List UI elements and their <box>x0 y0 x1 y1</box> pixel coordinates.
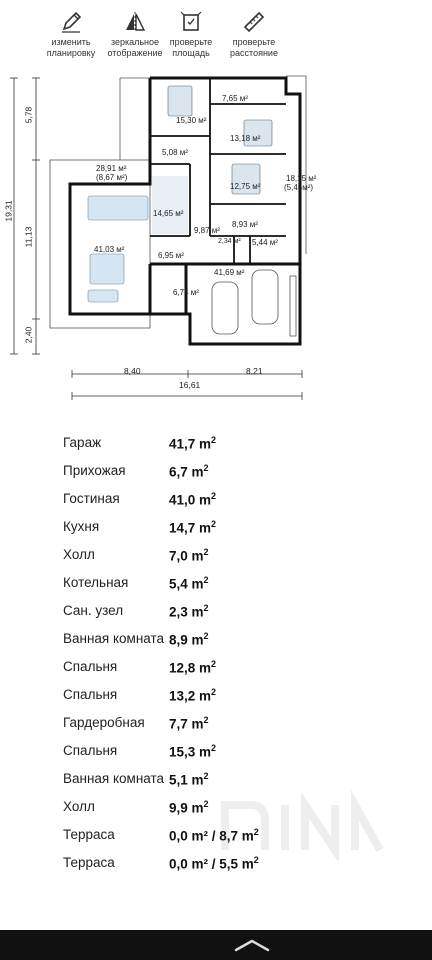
room-name: Терраса <box>63 827 115 842</box>
room-area: 14,7 $m^2$ <box>169 519 217 536</box>
dim-bottom-total: 16,61 <box>179 380 201 390</box>
label-bedroom-3: 12,75 м² <box>230 182 261 191</box>
label-living: 41,03 м² <box>94 245 125 254</box>
list-item <box>0 685 432 705</box>
room-area: 0,0 m² / 8,7 $m^2$ <box>169 827 259 844</box>
room-area: 7,0 $m^2$ <box>169 547 209 564</box>
floor-plan <box>0 64 432 400</box>
edit-layout-label-2: планировку <box>46 48 96 58</box>
room-area: 5,4 $m^2$ <box>169 575 209 592</box>
area-check-icon <box>179 10 203 34</box>
pencil-icon <box>59 10 83 34</box>
check-area-label-2: площадь <box>172 48 210 58</box>
room-area: 15,3 $m^2$ <box>169 743 217 760</box>
label-terrace-right: 18,15 м² <box>286 174 317 183</box>
list-item <box>0 713 432 733</box>
room-name: Спальня <box>63 687 118 702</box>
room-area: 7,7 $m^2$ <box>169 715 209 732</box>
ruler-icon <box>242 10 266 34</box>
mirror-label-1: зеркальное <box>110 37 160 47</box>
room-area: 41,0 $m^2$ <box>169 491 217 508</box>
room-area: 8,9 $m^2$ <box>169 631 209 648</box>
label-entry: 6,74 м² <box>173 288 199 297</box>
dim-left-outer: 19,31 <box>3 200 14 222</box>
list-item <box>0 573 432 593</box>
label-boiler: 5,44 м² <box>252 238 278 247</box>
room-area: 41,7 $m^2$ <box>169 435 217 452</box>
list-item <box>0 741 432 761</box>
dim-bottom-right: 8,21 <box>246 366 263 376</box>
room-area: 5,1 $m^2$ <box>169 771 209 788</box>
label-wardrobe: 7,65 м² <box>222 94 248 103</box>
dim-bottom-left: 8,40 <box>124 366 141 376</box>
dim-left-bottom: 2,40 <box>23 326 34 344</box>
room-name: Терраса <box>63 855 115 870</box>
room-name: Холл <box>63 547 95 562</box>
room-name: Сан. узел <box>63 603 124 618</box>
list-item <box>0 629 432 649</box>
dim-left-mid: 11,13 <box>23 226 34 248</box>
system-nav-bar <box>0 930 432 960</box>
list-item <box>0 461 432 481</box>
room-area: 6,7 $m^2$ <box>169 463 209 480</box>
label-bedroom-1: 15,30 м² <box>176 116 207 125</box>
room-name: Спальня <box>63 743 118 758</box>
room-name: Прихожая <box>63 463 126 478</box>
dim-left-top: 5,78 <box>23 106 34 124</box>
list-item <box>0 601 432 621</box>
chevron-up-icon[interactable] <box>232 936 272 954</box>
room-name: Ванная комната <box>63 631 165 646</box>
room-name: Кухня <box>63 519 100 534</box>
label-terrace-top: 28,91 м² <box>96 164 127 173</box>
list-item <box>0 433 432 453</box>
room-name: Ванная комната <box>63 771 165 786</box>
list-item <box>0 489 432 509</box>
room-name: Холл <box>63 799 95 814</box>
list-item <box>0 769 432 789</box>
label-terrace-right-sub: (5,45м²) <box>284 183 314 192</box>
room-name: Гараж <box>63 435 102 450</box>
list-item <box>0 657 432 677</box>
room-name: Спальня <box>63 659 118 674</box>
label-garage: 41,69 м² <box>214 268 245 277</box>
label-corridor: 6,95 м² <box>158 251 184 260</box>
label-bedroom-2: 13,18 м² <box>230 134 261 143</box>
watermark-logo <box>215 790 385 860</box>
room-area: 13,2 $m^2$ <box>169 687 217 704</box>
mirror-icon <box>123 10 147 34</box>
label-bath: 8,93 м² <box>232 220 258 229</box>
room-area: 2,3 $m^2$ <box>169 603 209 620</box>
label-bath-small: 5,08 м² <box>162 148 188 157</box>
room-name: Котельная <box>63 575 129 590</box>
list-item <box>0 517 432 537</box>
label-hall: 9,87 м² <box>194 226 220 235</box>
plan-toolbar <box>0 0 432 64</box>
edit-layout-label-1: изменить <box>51 37 91 47</box>
list-item <box>0 545 432 565</box>
room-name: Гардеробная <box>63 715 145 730</box>
label-kitchen: 14,65 м² <box>153 209 184 218</box>
room-name: Гостиная <box>63 491 120 506</box>
label-wc: 2,34 м² <box>218 238 241 245</box>
label-terrace-top-sub: (8,67 м²) <box>96 173 128 182</box>
room-area: 9,9 $m^2$ <box>169 799 209 816</box>
check-distance-button[interactable] <box>211 10 297 59</box>
check-area-label-1: проверьте <box>169 37 213 47</box>
check-distance-label-2: расстояние <box>230 48 278 58</box>
check-distance-label-1: проверьте <box>232 37 276 47</box>
mirror-label-2: отображение <box>107 48 163 58</box>
room-area: 0,0 m² / 5,5 $m^2$ <box>169 855 259 872</box>
room-area: 12,8 $m^2$ <box>169 659 217 676</box>
